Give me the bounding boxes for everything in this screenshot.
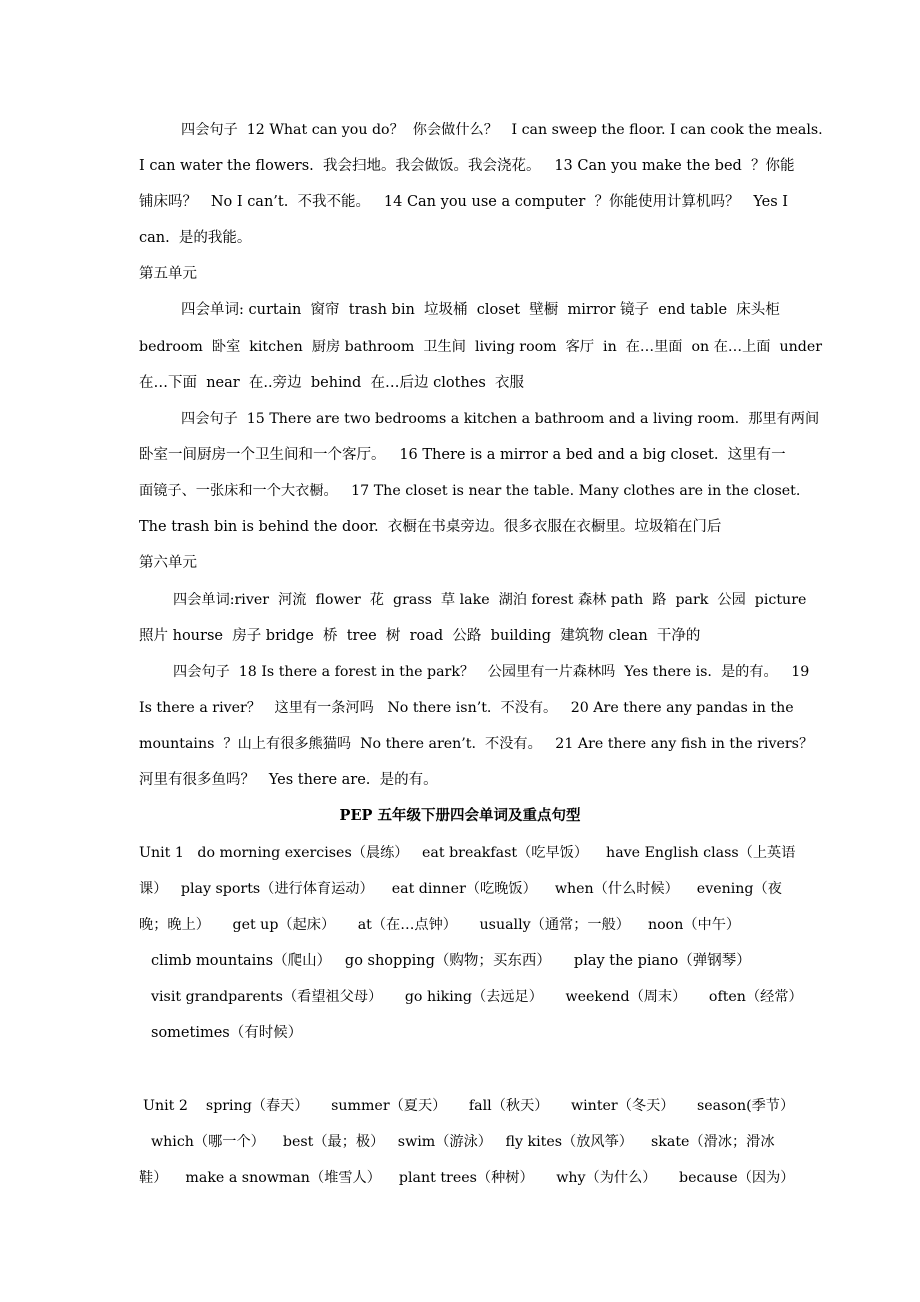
unit2-vocab-line: which（哪一个） best（最；极） swim（游泳） fly kites（放风筝） skate（滑冰；滑冰 <box>151 1134 775 1150</box>
unit6-words-line: 四会单词:river 河流 flower 花 grass 草 lake 湖泊 forest 森林 path 路 park 公园 picture <box>173 592 807 608</box>
unit1-vocab-line: sometimes（有时候） <box>151 1025 303 1041</box>
unit2-vocab-line: 鞋） make a snowman（堆雪人） plant trees（种树） why（为什么） because（因为） <box>139 1170 795 1186</box>
unit5-words-line: 四会单词: curtain 窗帘 trash bin 垃圾桶 closet 壁橱 mirror 镜子 end table 床头柜 <box>181 302 780 318</box>
unit1-vocab-line: climb mountains（爬山） go shopping（购物；买东西） play the piano（弹钢琴） <box>151 953 751 969</box>
unit6-sentences-line: 四会句子 18 Is there a forest in the park？ 公园里有一片森林吗 Yes there is. 是的有。 19 <box>173 664 810 680</box>
unit5-sentences-line: 面镜子、一张床和一个大衣橱。 17 The closet is near the table. Many clothes are in the closet. <box>139 483 801 499</box>
unit4-sentences-line: can. 是的我能。 <box>139 230 252 246</box>
unit6-sentences-line: mountains ？山上有很多熊猫吗 No there aren’t. 不没有。 21 Are there any fish in the rivers？ <box>139 736 814 752</box>
unit5-sentences-line: 四会句子 15 There are two bedrooms a kitchen a bathroom and a living room. 那里有两间 <box>181 411 820 427</box>
unit1-vocab-line: 晚；晚上） get up（起床） at（在…点钟） usually（通常；一般） noon（中午） <box>139 917 741 933</box>
unit6-sentences-line: Is there a river？ 这里有一条河吗 No there isn’t. 不没有。 20 Are there any pandas in the <box>139 700 794 716</box>
unit4-sentences-line: I can water the flowers. 我会扫地。我会做饭。我会浇花。 13 Can you make the bed ？你能 <box>139 158 795 174</box>
unit5-words-line: bedroom 卧室 kitchen 厨房 bathroom 卫生间 living room 客厅 in 在…里面 on 在…上面 under <box>139 339 822 355</box>
section-title: PEP 五年级下册四会单词及重点句型 <box>339 807 581 824</box>
unit6-heading: 第六单元 <box>139 555 197 571</box>
unit5-sentences-line: The trash bin is behind the door. 衣橱在书桌旁边。很多衣服在衣橱里。垃圾箱在门后 <box>139 519 722 535</box>
unit6-words-line: 照片 hourse 房子 bridge 桥 tree 树 road 公路 building 建筑物 clean 干净的 <box>139 628 701 644</box>
unit4-sentences-line: 铺床吗？ No I can’t. 不我不能。 14 Can you use a computer ？你能使用计算机吗？ Yes I <box>139 194 789 210</box>
unit2-vocab-line: Unit 2 spring（春天） summer（夏天） fall（秋天） winter（冬天） season(季节） <box>143 1098 795 1114</box>
unit5-sentences-line: 卧室一间厨房一个卫生间和一个客厅。 16 There is a mirror a bed and a big closet. 这里有一 <box>139 447 786 463</box>
unit5-words-line: 在…下面 near 在..旁边 behind 在…后边 clothes 衣服 <box>139 375 525 391</box>
unit4-sentences-line: 四会句子 12 What can you do？ 你会做什么？ I can sweep the floor. I can cook the meals. <box>181 122 823 138</box>
unit1-vocab-line: 课） play sports（进行体育运动） eat dinner（吃晚饭） when（什么时候） evening（夜 <box>139 881 782 897</box>
unit1-vocab-line: Unit 1 do morning exercises（晨练） eat breakfast（吃早饭） have English class（上英语 <box>139 845 796 861</box>
unit1-vocab-line: visit grandparents（看望祖父母） go hiking（去远足） weekend（周末） often（经常） <box>151 989 803 1005</box>
unit6-sentences-line: 河里有很多鱼吗？ Yes there are. 是的有。 <box>139 772 438 788</box>
unit5-heading: 第五单元 <box>139 266 197 282</box>
